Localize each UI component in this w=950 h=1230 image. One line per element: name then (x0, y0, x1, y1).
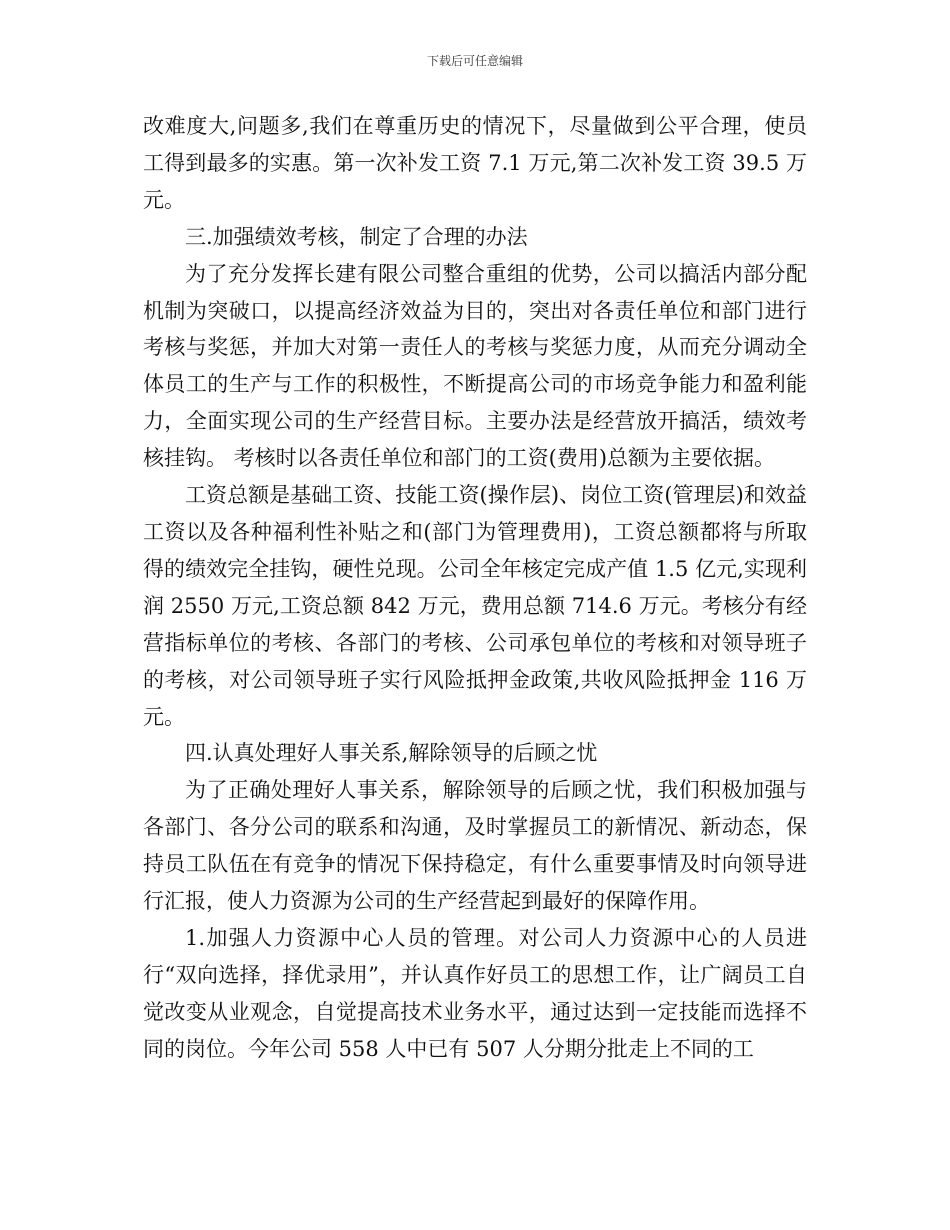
paragraph-5: 1.加强人力资源中心人员的管理。对公司人力资源中心的人员进行“双向选择，择优录用”，并认真作好员工的思想工作，让广阔员工自觉改变从业观念，自觉提高技术业务水平，通过达到一定技能而选择不同的岗位。今年公司 558 人中已有 507 人分期分批走上不同的工 (143, 925, 807, 1061)
section-heading-4: 四.认真处理好人事关系,解除领导的后顾之忧 (185, 741, 598, 766)
section-heading-3: 三.加强绩效考核，制定了合理的办法 (185, 224, 528, 249)
paragraph-2: 为了充分发挥长建有限公司整合重组的优势，公司以搞活内部分配机制为突破口，以提高经济效益为目的，突出对各责任单位和部门进行考核与奖惩，并加大对第一责任人的考核与奖惩力度，从而充分调动全体员工的生产与工作的积极性，不断提高公司的市场竞争能力和盈利能力，全面实现公司的生产经营目标。主要办法是经营放开搞活，绩效考核挂钩。 考核时以各责任单位和部门的工资(费用)总额为主要依据。 (143, 261, 807, 471)
paragraph-4: 为了正确处理好人事关系，解除领导的后顾之忧，我们积极加强与各部门、各分公司的联系和沟通，及时掌握员工的新情况、新动态，保持员工队伍在有竞争的情况下保持稳定，有什么重要事情及时向领导进行汇报，使人力资源为公司的生产经营起到最好的保障作用。 (143, 778, 807, 914)
page-header: 下载后可任意编辑 (426, 54, 523, 68)
paragraph-1: 改难度大,问题多,我们在尊重历史的情况下，尽量做到公平合理，使员工得到最多的实惠。第一次补发工资 7.1 万元,第二次补发工资 39.5 万元。 (143, 114, 807, 212)
paragraph-3: 工资总额是基础工资、技能工资(操作层)、岗位工资(管理层)和效益工资以及各种福利性补贴之和(部门为管理费用)，工资总额都将与所取得的绩效完全挂钩，硬性兑现。公司全年核定完成产值 1.5 亿元,实现利润 2550 万元,工资总额 842 万元，费用总额 714.6 万元。考核分有经营指标单位的考核、各部门的考核、公司承包单位的考核和对领导班子的考核，对公司领导班子实行风险抵押金政策,共收风险抵押金 116 万元。 (143, 483, 807, 729)
document-body (143, 108, 807, 1068)
